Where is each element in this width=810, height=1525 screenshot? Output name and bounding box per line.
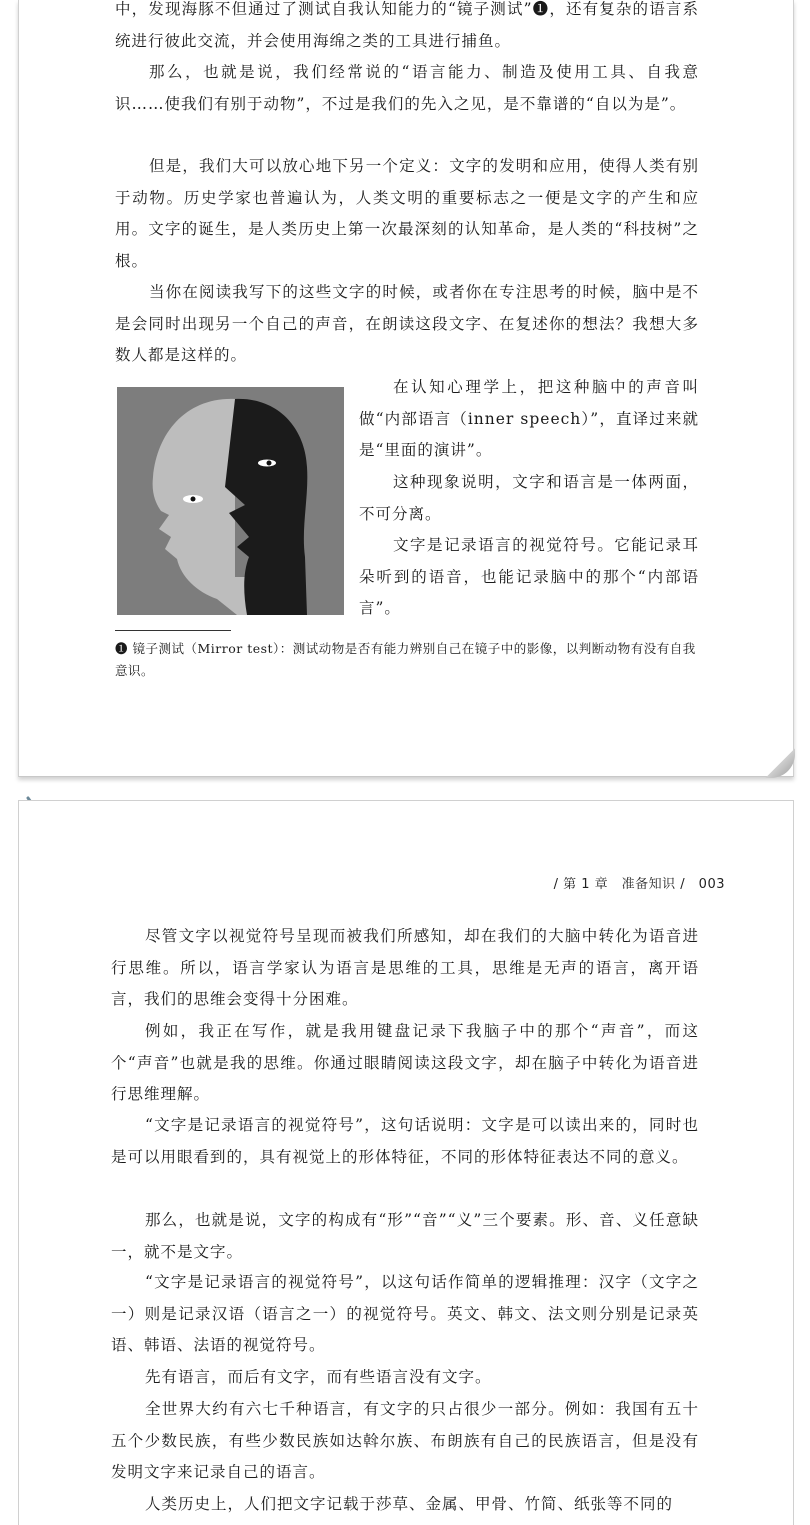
paragraph: 那么，也就是说，我们经常说的“语言能力、制造及使用工具、自我意识……使我们有别于动物”，不过是我们的先入之见，是不靠谱的“自以为是”。 bbox=[115, 63, 699, 113]
paragraph: 那么，也就是说，文字的构成有“形”“音”“义”三个要素。形、音、义任意缺一，就不是文字。 bbox=[111, 1211, 699, 1261]
paragraph: 但是，我们大可以放心地下另一个定义：文字的发明和应用，使得人类有别于动物。历史学家也普遍认为，人类文明的重要标志之一便是文字的产生和应用。文字的诞生，是人类历史上第一次最深刻的认知革命，是人类的“科技树”之根。 bbox=[115, 157, 699, 270]
footnote: ❶ 镜子测试（Mirror test）：测试动物是否有能力辨别自己在镜子中的影像，以判断动物有没有自我意识。 bbox=[115, 641, 696, 678]
paragraph: 尽管文字以视觉符号呈现而被我们所感知，却在我们的大脑中转化为语音进行思维。所以，语言学家认为语言是思维的工具，思维是无声的语言，离开语言，我们的思维会变得十分困难。 bbox=[111, 927, 699, 1008]
paragraph: 中，发现海豚不但通过了测试自我认知能力的“镜子测试”❶，还有复杂的语言系统进行彼此交流，并会使用海绵之类的工具进行捕鱼。 bbox=[115, 0, 699, 50]
running-header: / 第 1 章 准备知识 / 003 bbox=[553, 877, 725, 892]
paragraph: 文字是记录语言的视觉符号。它能记录耳朵听到的语音，也能记录脑中的那个“内部语言”。 bbox=[359, 536, 699, 617]
book-page-top bbox=[18, 0, 794, 777]
paragraph: 在认知心理学上，把这种脑中的声音叫做“内部语言（inner speech）”，直译过来就是“里面的演讲”。 bbox=[359, 378, 699, 459]
paragraph: 全世界大约有六七千种语言，有文字的只占很少一部分。例如：我国有五十五个少数民族，有些少数民族如达斡尔族、布朗族有自己的民族语言，但是没有发明文字来记录自己的语言。 bbox=[111, 1400, 699, 1481]
two-faced-head-illustration bbox=[117, 387, 344, 615]
paragraph: 当你在阅读我写下的这些文字的时候，或者你在专注思考的时候，脑中是不是会同时出现另一个自己的声音，在朗读这段文字、在复述你的想法？我想大多数人都是这样的。 bbox=[115, 283, 699, 364]
page-curl bbox=[765, 748, 795, 778]
paragraph: 先有语言，而后有文字，而有些语言没有文字。 bbox=[145, 1368, 492, 1386]
footnote-rule bbox=[115, 630, 231, 631]
paragraph: 人类历史上，人们把文字记载于莎草、金属、甲骨、竹简、纸张等不同的 bbox=[145, 1495, 674, 1513]
book-page-bottom bbox=[18, 800, 794, 1525]
paragraph: “文字是记录语言的视觉符号”，以这句话作简单的逻辑推理：汉字（文字之一）则是记录汉语（语言之一）的视觉符号。英文、韩文、法文则分别是记录英语、韩语、法语的视觉符号。 bbox=[111, 1273, 699, 1354]
paragraph: 例如，我正在写作，就是我用键盘记录下我脑子中的那个“声音”，而这个“声音”也就是我的思维。你通过眼睛阅读这段文字，却在脑子中转化为语音进行思维理解。 bbox=[111, 1022, 699, 1103]
paragraph: “文字是记录语言的视觉符号”，这句话说明：文字是可以读出来的，同时也是可以用眼看到的，具有视觉上的形体特征，不同的形体特征表达不同的意义。 bbox=[111, 1116, 699, 1166]
paragraph: 这种现象说明，文字和语言是一体两面，不可分离。 bbox=[359, 473, 699, 523]
head-illustration bbox=[117, 387, 344, 615]
